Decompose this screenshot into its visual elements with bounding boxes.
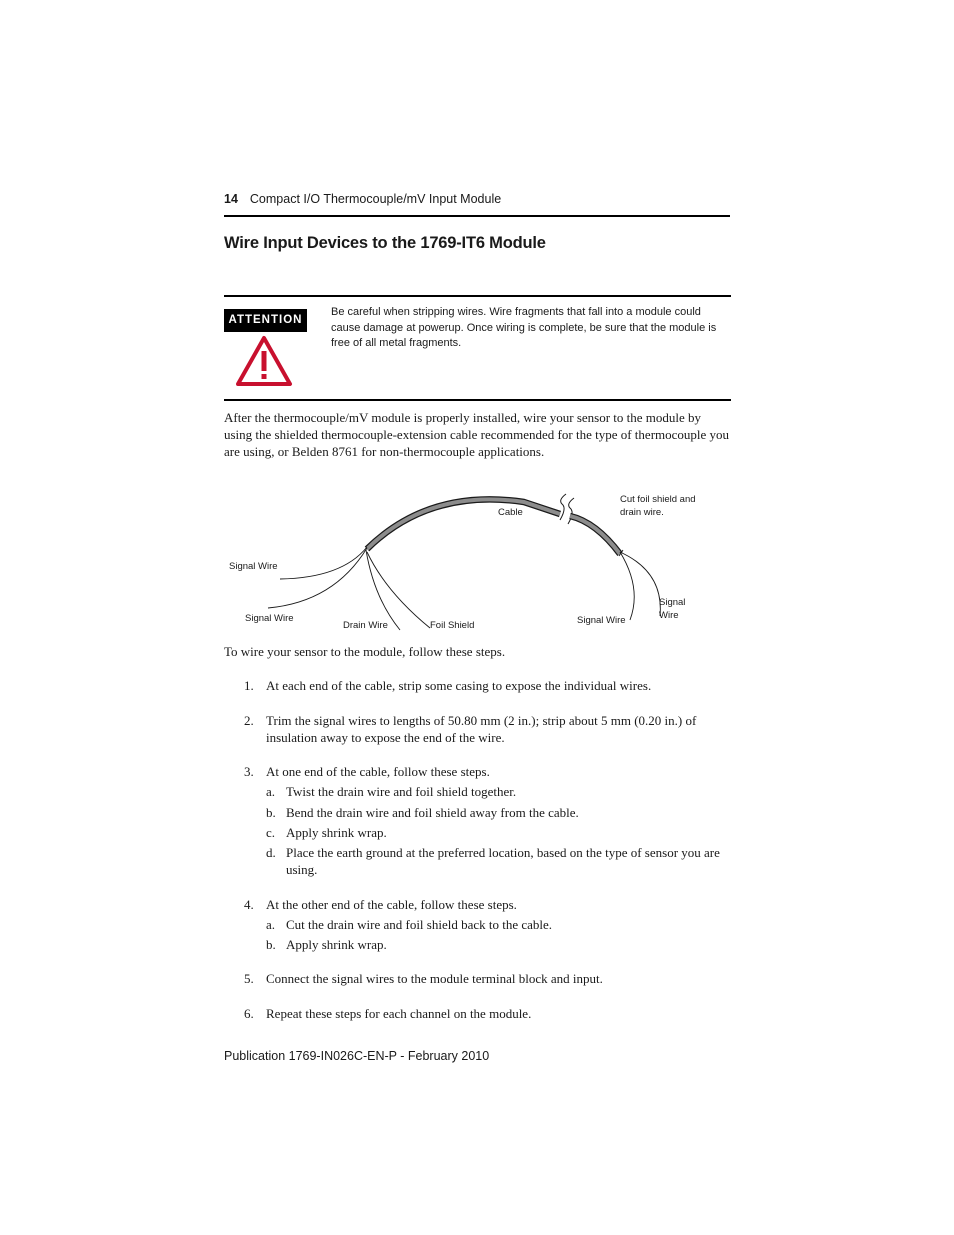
sub-list-item: a. Cut the drain wire and foil shield back to the cable. <box>266 917 553 932</box>
signal-wire-right-1 <box>620 552 634 620</box>
sub-list-item: d. Place the earth ground at the preferred location, based on the type of sensor you are using. <box>266 845 720 877</box>
signal-wire-right-2 <box>620 552 660 616</box>
running-title: Compact I/O Thermocouple/mV Input Module <box>249 192 502 206</box>
page-number: 14 <box>224 192 238 206</box>
cable-diagram <box>224 480 730 640</box>
list-item: 5. Connect the signal wires to the module terminal block and input. <box>244 971 603 986</box>
signal-wire-label-3: Signal Wire <box>577 615 626 626</box>
sub-list-item: c. Apply shrink wrap. <box>266 825 387 840</box>
warning-triangle-icon <box>234 334 294 388</box>
list-item: 6. Repeat these steps for each channel on the module. <box>244 1006 532 1021</box>
list-item: 2. Trim the signal wires to lengths of 50.80 mm (2 in.); strip about 5 mm (0.20 in.) of insulation away to expose the end of the wire. <box>244 713 697 745</box>
signal-wire-label-1: Signal Wire <box>229 561 278 572</box>
attention-top-rule <box>224 295 731 297</box>
foil-shield-label: Foil Shield <box>430 620 475 631</box>
steps-intro: To wire your sensor to the module, follow these steps. <box>224 644 506 659</box>
sub-list-item: b. Bend the drain wire and foil shield away from the cable. <box>266 805 579 820</box>
signal-wire-left-2 <box>268 548 367 608</box>
drain-wire-line <box>366 550 400 630</box>
running-header <box>224 192 730 206</box>
attention-bottom-rule <box>224 399 731 401</box>
cable-label: Cable <box>498 507 523 518</box>
signal-wire-label-4-line1: Signal <box>659 597 686 608</box>
cut-foil-label-line1: Cut foil shield and <box>620 494 696 505</box>
signal-wire-left-1 <box>280 547 367 579</box>
attention-badge: ATTENTION <box>224 309 307 332</box>
publication-footer: Publication 1769-IN026C-EN-P - February 2010 <box>224 1049 490 1063</box>
intro-paragraph: After the thermocouple/mV module is properly installed, wire your sensor to the module by using the shielded thermocouple-extension cable recommended for the type of thermocouple you are using, or Belden 8761 for non-thermocouple applications. <box>224 410 730 459</box>
sub-list-item: a. Twist the drain wire and foil shield together. <box>266 784 517 799</box>
sub-list-item: b. Apply shrink wrap. <box>266 937 387 952</box>
drain-wire-label: Drain Wire <box>343 620 388 631</box>
list-item: 3. At one end of the cable, follow these steps. <box>244 764 490 779</box>
cut-foil-label-line2: drain wire. <box>620 507 664 518</box>
signal-wire-label-2: Signal Wire <box>245 613 294 624</box>
cable-break-mark <box>560 494 566 520</box>
attention-text: Be careful when stripping wires. Wire fragments that fall into a module could cause damage at powerup. Once wiring is complete, be sure that the module is free of all metal fragments. <box>331 306 717 349</box>
list-item: 1. At each end of the cable, strip some casing to expose the individual wires. <box>244 678 652 693</box>
header-rule <box>224 215 730 217</box>
section-title: Wire Input Devices to the 1769-IT6 Module <box>224 234 546 252</box>
list-item: 4. At the other end of the cable, follow these steps. <box>244 897 517 912</box>
signal-wire-label-4-line2: Wire <box>659 610 679 621</box>
